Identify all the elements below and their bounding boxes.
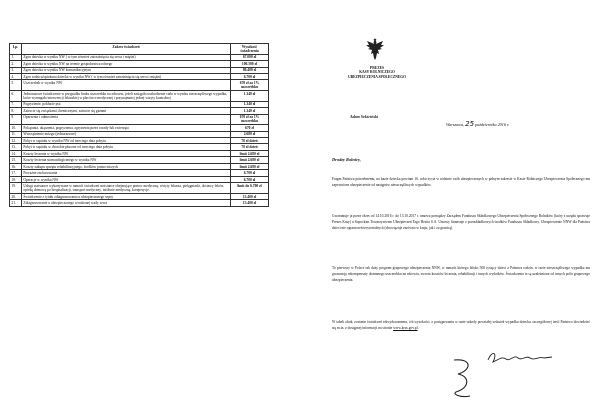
row-number: 11. <box>10 131 22 137</box>
row-number: 14. <box>10 150 22 156</box>
row-number: 8. <box>10 108 22 114</box>
row-number: 19. <box>10 183 22 194</box>
table-row <box>10 114 269 125</box>
header-amount: Wysokość świadczenia <box>231 44 269 55</box>
letter-paragraph-2: Gwarantuje ja przez okres od 14.10.2016 r. do 13.10.2017 r. umowa pomiędzy Zarządem Funduszu Składkowego Ubezpieczenia Społecznego Rolników (który z urzędu sprawuje Prezes Kasy) a Sopockim Towarzystwem Ubezpieczeń Ergo Hestia S.A. Umowy finansuje z pozaskładkowych środków Funduszu Składkowy. Ubezpieczenie NNW dla Państwa dzieci nie ograniczeń terytorialnych (obowiązuje zarówno w kraju, jak i za granicą). <box>332 214 590 230</box>
row-scope: Zgon dziecka w wyniku NW na terenie gospodarstwa rolnego <box>22 61 231 67</box>
table-row <box>10 91 269 102</box>
row-amount: 6.700 zł <box>231 170 269 176</box>
row-amount: 1.340 zł <box>231 108 269 114</box>
row-number: 5. <box>10 80 22 91</box>
row-number: 13. <box>10 144 22 150</box>
date-day: 25 <box>465 120 475 128</box>
letter-paragraph-1: Fragm Państwa potrzebnemu, na bazie dziecka powinni 16. roku życia w rodzinie osób ubezpieczonych w pełnym zakresie w Kasie Rolniczego Ubezpieczenia Społecznego ma zapewnione ubezpieczenie od następstw nieszczęśliwych wypadków. <box>332 177 590 187</box>
row-amount: 80.400 zł <box>231 67 269 73</box>
polish-eagle-emblem-icon <box>365 38 385 62</box>
table-header-row <box>10 44 269 55</box>
row-number: 4. <box>10 73 22 79</box>
row-number: 10. <box>10 125 22 131</box>
row-scope: Pogryzienie, pokłucie psa <box>22 101 231 107</box>
table-row <box>10 183 269 194</box>
row-amount: 6.700 zł <box>231 73 269 79</box>
row-amount: 67.000 zł <box>231 54 269 60</box>
row-scope: Zgon dziecka w wyniku NW komunikacyjnym <box>22 67 231 73</box>
row-scope: Zgon dziecka w wyniku NW ( w tym również zatrzaśnięcia się serca i mięśni) <box>22 54 231 60</box>
row-scope: Zgon rodzica/opiekuna dziecka w wyniku NW ( w tym również zatrzaśnięcia się serca i mięśni) <box>22 73 231 79</box>
row-amount: 13.400 zł <box>231 200 269 206</box>
krus-website-link[interactable]: www.krus.gov.pl <box>393 326 418 330</box>
letterhead-line: KASY ROLNICZEGO <box>359 70 395 75</box>
row-scope: Pobyt w szpitalu w chorobie płacone od trzeciego dnia pobytu <box>22 144 231 150</box>
letter-date <box>446 120 509 128</box>
row-number: 16. <box>10 163 22 169</box>
row-scope: Koszty zakupu sprzętu rehabilitacyjnego, środków pomocniczych <box>22 163 231 169</box>
row-amount: 6.700 zł <box>231 176 269 182</box>
date-rest: października 2016 r. <box>475 122 510 127</box>
row-scope: Operacje w wyniku NW <box>22 176 231 182</box>
benefits-table <box>9 43 269 207</box>
row-amount: 670 zł <box>231 125 269 131</box>
letter-paragraph-3: To pierwszy w Polsce tak duży program grupowego ubezpieczenia NNW, w ramach którego blisko 500 tysięcy dzieci z Państwa rodzin, w razie nieszczęśliwego wypadku ma gwarancję rekompensaty doznanego uszczerbku na zdrowiu, zwrotu kosztów leczenia, rehabilitacji i innych wydatków. Świadczenia te są uzależnione od innych polis grupowego ubezpieczenia. <box>332 266 590 282</box>
row-scope: Usługi assistance wykonywane w ramach świadczeń assistance obejmujące pomoc medyczną: wizyty lekarza, pielęgniarki, dostawy leków, opiekę domową po hospitalizacji, transport medyczny, infolinie medyczną, korepetycje. <box>22 183 231 194</box>
row-amount: limit 2.680 zł <box>231 157 269 163</box>
row-scope: Oparzenia i odmrożenia <box>22 114 231 125</box>
row-number: 2. <box>10 61 22 67</box>
row-amount: 70 zł dzień <box>231 138 269 144</box>
row-amount: 1.340 zł <box>231 101 269 107</box>
header-scope: Zakres świadczeń <box>22 44 231 55</box>
row-scope: Pokąsania, ukąszenia, pogryzienia, zgryzienia przez owady lub zwierzęta <box>22 125 231 131</box>
row-number: 1. <box>10 54 22 60</box>
row-number: 15. <box>10 157 22 163</box>
row-scope: Jednorazowe świadczenie w przypadku braku uszczerbku na zdrowiu, jeżeli zastąpiło uszkodzenie ciała w wyniku nieszczęśliwego wypadku, które wymagało interwencji lekarskiej w placówce medycznej i przynajmniej jednej wizyty kontrolnej <box>22 91 231 102</box>
table-row <box>10 200 269 206</box>
row-number: 21. <box>10 200 22 206</box>
row-scope: Koszty leczenia stomatologicznego w wyniku NW <box>22 157 231 163</box>
letterhead <box>332 66 422 79</box>
row-number: 9. <box>10 114 22 125</box>
row-number: 12. <box>10 138 22 144</box>
row-scope: Wstrząśnienie mózgu (jednorazowe) <box>22 131 231 137</box>
row-amount: 2.680 zł <box>231 131 269 137</box>
paragraph-4-text: W tabeli obok, zostanie świadczeń zdecydowanemu, ich wysokości, o postępowaniu w razie szkody powstałej wskutek wypadku dziecka, szczegółowej treść Państwo dowiedzieć się m.in. z dostępnej informacji na stronie <box>332 320 590 330</box>
header-number: Lp. <box>10 44 22 55</box>
row-number: 7. <box>10 101 22 107</box>
row-amount: limit 2.680 zł <box>231 163 269 169</box>
table-row <box>10 80 269 91</box>
row-scope: Świadczenie z tytułu zdiagnozowania u ubezpieczonego sepsy <box>22 193 231 199</box>
row-scope: Pobyt w szpitalu w wyniku NW od trzeciego dnia pobytu <box>22 138 231 144</box>
row-amount: 670 zł za 1% uszczerbku <box>231 114 269 125</box>
letterhead-line: UBEZPIECZENIA SPOŁECZNEGO <box>348 74 406 79</box>
handwritten-signature <box>484 348 556 366</box>
row-scope: Zatrucie się związkami chemicznymi, zatrucie się gazami <box>22 108 231 114</box>
row-amount: 70 zł dzień <box>231 144 269 150</box>
letter-paragraph-4 <box>332 319 590 331</box>
row-scope: Uszczerbek w wyniku NW <box>22 80 231 91</box>
paragraph-4-end: . <box>417 326 419 330</box>
row-number: 20. <box>10 193 22 199</box>
letterhead-line: PREZES <box>370 66 384 70</box>
row-number: 6. <box>10 91 22 102</box>
row-number: 18. <box>10 176 22 182</box>
row-scope: Koszty leczenia w wyniku NW <box>22 150 231 156</box>
row-amount: 670 zł za 1% uszczerbku <box>231 80 269 91</box>
signatory-name: Adam Sekściński <box>350 114 379 119</box>
row-amount: 100.500 zł <box>231 61 269 67</box>
date-prefix: Warszawa, <box>446 122 465 127</box>
row-amount: 1.340 zł <box>231 91 269 102</box>
row-amount: limit do 6.700 zł <box>231 183 269 194</box>
row-number: 3. <box>10 67 22 73</box>
handwritten-initial <box>446 356 476 400</box>
row-scope: Zdiagnozowanie u ubezpieczonego wrodzonej wady serca <box>22 200 231 206</box>
row-number: 17. <box>10 170 22 176</box>
row-amount: limit 2.680 zł <box>231 150 269 156</box>
salutation: Drodzy Rolnicy, <box>332 157 361 162</box>
row-amount: 13.400 zł <box>231 193 269 199</box>
row-scope: Poważne zachorowania <box>22 170 231 176</box>
